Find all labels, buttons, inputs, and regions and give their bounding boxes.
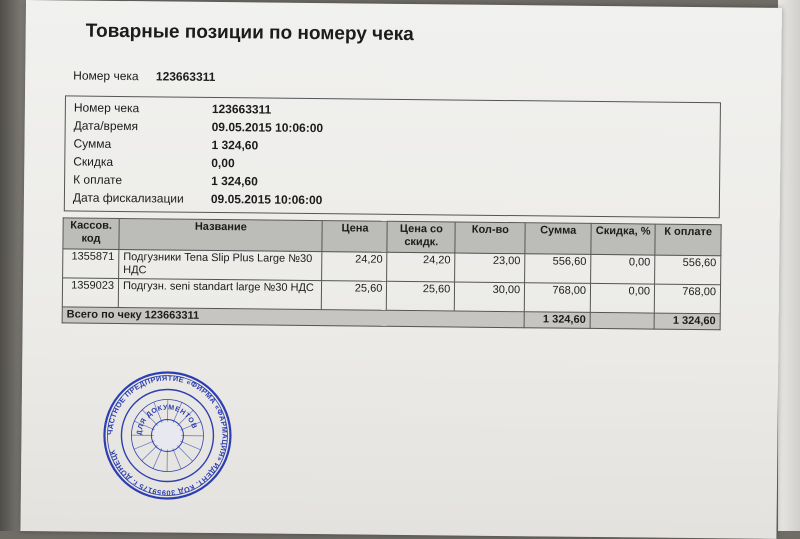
- total-label: Всего по чеку 123663311: [62, 307, 524, 328]
- cell-to-pay: 768,00: [654, 284, 720, 314]
- cell-code: 1359023: [62, 278, 118, 308]
- col-header-code: Кассов. код: [63, 218, 119, 250]
- cell-sum: 556,60: [525, 254, 591, 284]
- cell-code: 1355871: [63, 249, 119, 279]
- total-to-pay: 1 324,60: [654, 313, 720, 330]
- info-value: 09.05.2015 10:06:00: [211, 119, 324, 136]
- info-row: [73, 155, 235, 175]
- check-number-value: 123663311: [155, 69, 216, 84]
- cell-to-pay: 556,60: [655, 255, 721, 285]
- info-row: [73, 137, 258, 157]
- total-discount-empty: [590, 312, 654, 329]
- info-value: 1 324,60: [211, 173, 258, 189]
- seal-outer-text: ЧАСТНОЕ ПРЕДПРИЯТИЕ «ФИРМА «ФАРМАЦИЯ» ИДЕНТ. КОД 30959175 г. ДОНЕЦК: [105, 373, 230, 498]
- info-label: Номер чека: [73, 100, 140, 116]
- check-number-label: Номер чека: [73, 68, 139, 84]
- info-row: [73, 173, 258, 193]
- col-header-discount: Скидка, %: [591, 223, 655, 255]
- info-row: [74, 101, 272, 121]
- seal-inner-text: ДЛЯ ДОКУМЕНТОВ: [136, 404, 198, 436]
- info-value: 0,00: [211, 155, 235, 171]
- col-header-quantity: Кол-во: [455, 222, 525, 254]
- col-header-price-discount: Цена со скидк.: [387, 221, 455, 253]
- cell-price: 25,60: [322, 281, 387, 311]
- document-sheet: [20, 0, 782, 539]
- col-header-price: Цена: [322, 221, 387, 253]
- info-value: 123663311: [211, 101, 272, 117]
- cell-price-discount: 24,20: [387, 252, 455, 282]
- cell-discount: 0,00: [591, 254, 655, 284]
- cell-name: Подгузн. seni standart large №30 НДС: [118, 278, 322, 309]
- info-value: 09.05.2015 10:06:00: [210, 191, 323, 208]
- info-label: Сумма: [73, 136, 112, 151]
- check-number-line: [73, 68, 215, 83]
- info-label: Скидка: [73, 154, 114, 169]
- company-seal: [101, 369, 234, 502]
- col-header-sum: Сумма: [525, 223, 591, 255]
- document-title: Товарные позиции по номеру чека: [85, 20, 414, 46]
- right-background: [778, 0, 800, 531]
- items-table: [62, 217, 722, 330]
- cell-price-discount: 25,60: [387, 281, 455, 311]
- info-label: Дата/время: [73, 118, 139, 134]
- info-value: 1 324,60: [211, 137, 259, 153]
- col-header-name: Название: [119, 218, 323, 251]
- total-sum: 1 324,60: [524, 312, 590, 329]
- cell-price: 24,20: [322, 252, 387, 282]
- cell-sum: 768,00: [524, 283, 590, 313]
- cell-name: Подгузники Tena Slip Plus Large №30 НДС: [119, 249, 323, 280]
- cell-quantity: 23,00: [455, 253, 525, 283]
- info-row: [73, 191, 323, 212]
- info-label: Дата фискализации: [72, 190, 184, 206]
- info-label: К оплате: [73, 172, 123, 188]
- cell-discount: 0,00: [590, 283, 654, 313]
- check-info-box: [64, 95, 721, 218]
- cell-quantity: 30,00: [455, 282, 525, 312]
- col-header-to-pay: К оплате: [655, 224, 721, 256]
